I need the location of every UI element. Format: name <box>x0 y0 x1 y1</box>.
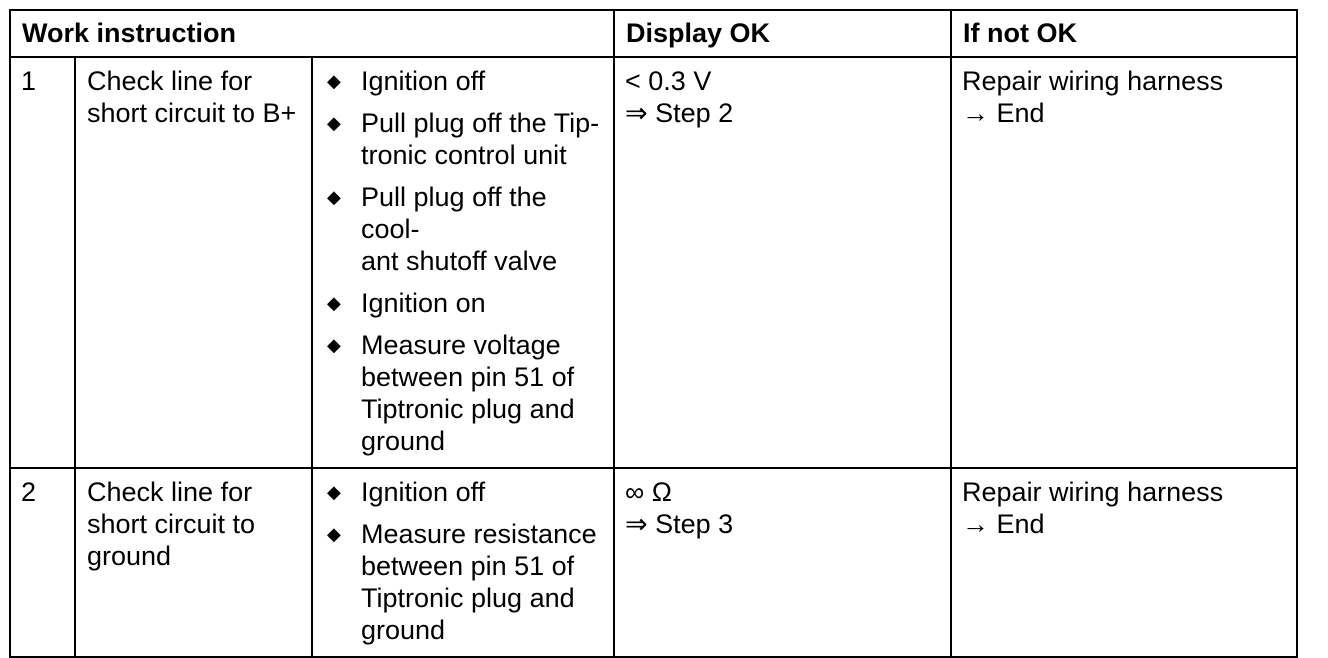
list-item <box>325 287 607 319</box>
action-text: Ignition on <box>361 288 486 318</box>
action-text: between pin 51 of <box>361 551 575 581</box>
diamond-bullet-icon: ◆ <box>327 482 341 502</box>
step-actions <box>312 468 614 657</box>
display-ok-next-step: ⇒ Step 3 <box>625 509 734 539</box>
header-if-not-ok: If not OK <box>951 10 1297 57</box>
diamond-bullet-icon: ◆ <box>327 293 341 313</box>
if-not-ok-cell <box>951 57 1297 468</box>
action-text: Pull plug off the cool- <box>361 182 547 244</box>
list-item <box>325 476 607 508</box>
list-item <box>325 107 607 171</box>
action-list <box>325 65 607 457</box>
diamond-bullet-icon: ◆ <box>327 524 341 544</box>
list-item <box>325 65 607 97</box>
table-header-row <box>10 10 1297 57</box>
description-line: Check line for <box>87 477 253 507</box>
display-ok-cell <box>614 468 951 657</box>
action-text: between pin 51 of <box>361 362 575 392</box>
list-item <box>325 181 607 277</box>
action-text: Measure resistance <box>361 519 597 549</box>
display-ok-cell <box>614 57 951 468</box>
action-text: ground <box>361 426 446 456</box>
action-text: Ignition off <box>361 66 486 96</box>
action-text: Pull plug off the Tip- <box>361 108 600 138</box>
action-text: Tiptronic plug and <box>361 394 575 424</box>
step-description <box>75 57 312 468</box>
header-display-ok: Display OK <box>614 10 951 57</box>
if-not-ok-cell <box>951 468 1297 657</box>
description-line: ground <box>87 541 172 571</box>
action-text: ground <box>361 615 446 645</box>
action-list <box>325 476 607 646</box>
display-ok-next-step: ⇒ Step 2 <box>625 98 734 128</box>
header-work-instruction: Work instruction <box>10 10 614 57</box>
if-not-ok-action: Repair wiring harness <box>962 66 1224 96</box>
display-ok-value: < 0.3 V <box>625 66 712 96</box>
if-not-ok-next: → End <box>962 98 1045 128</box>
step-number: 1 <box>10 57 75 468</box>
diamond-bullet-icon: ◆ <box>327 113 341 133</box>
table-row <box>10 57 1297 468</box>
list-item <box>325 518 607 646</box>
step-number: 2 <box>10 468 75 657</box>
step-actions <box>312 57 614 468</box>
action-text: Ignition off <box>361 477 486 507</box>
display-ok-value: ∞ Ω <box>625 477 672 507</box>
action-text: Measure voltage <box>361 330 561 360</box>
description-line: Check line for <box>87 66 253 96</box>
if-not-ok-action: Repair wiring harness <box>962 477 1224 507</box>
action-text: ant shutoff valve <box>361 246 558 276</box>
diamond-bullet-icon: ◆ <box>327 71 341 91</box>
step-description <box>75 468 312 657</box>
action-text: tronic control unit <box>361 140 567 170</box>
if-not-ok-next: → End <box>962 509 1045 539</box>
table-row <box>10 468 1297 657</box>
list-item <box>325 329 607 457</box>
diamond-bullet-icon: ◆ <box>327 187 341 207</box>
action-text: Tiptronic plug and <box>361 583 575 613</box>
diamond-bullet-icon: ◆ <box>327 335 341 355</box>
work-instruction-table <box>9 9 1298 658</box>
description-line: short circuit to <box>87 509 256 539</box>
description-line: short circuit to B+ <box>87 98 297 128</box>
